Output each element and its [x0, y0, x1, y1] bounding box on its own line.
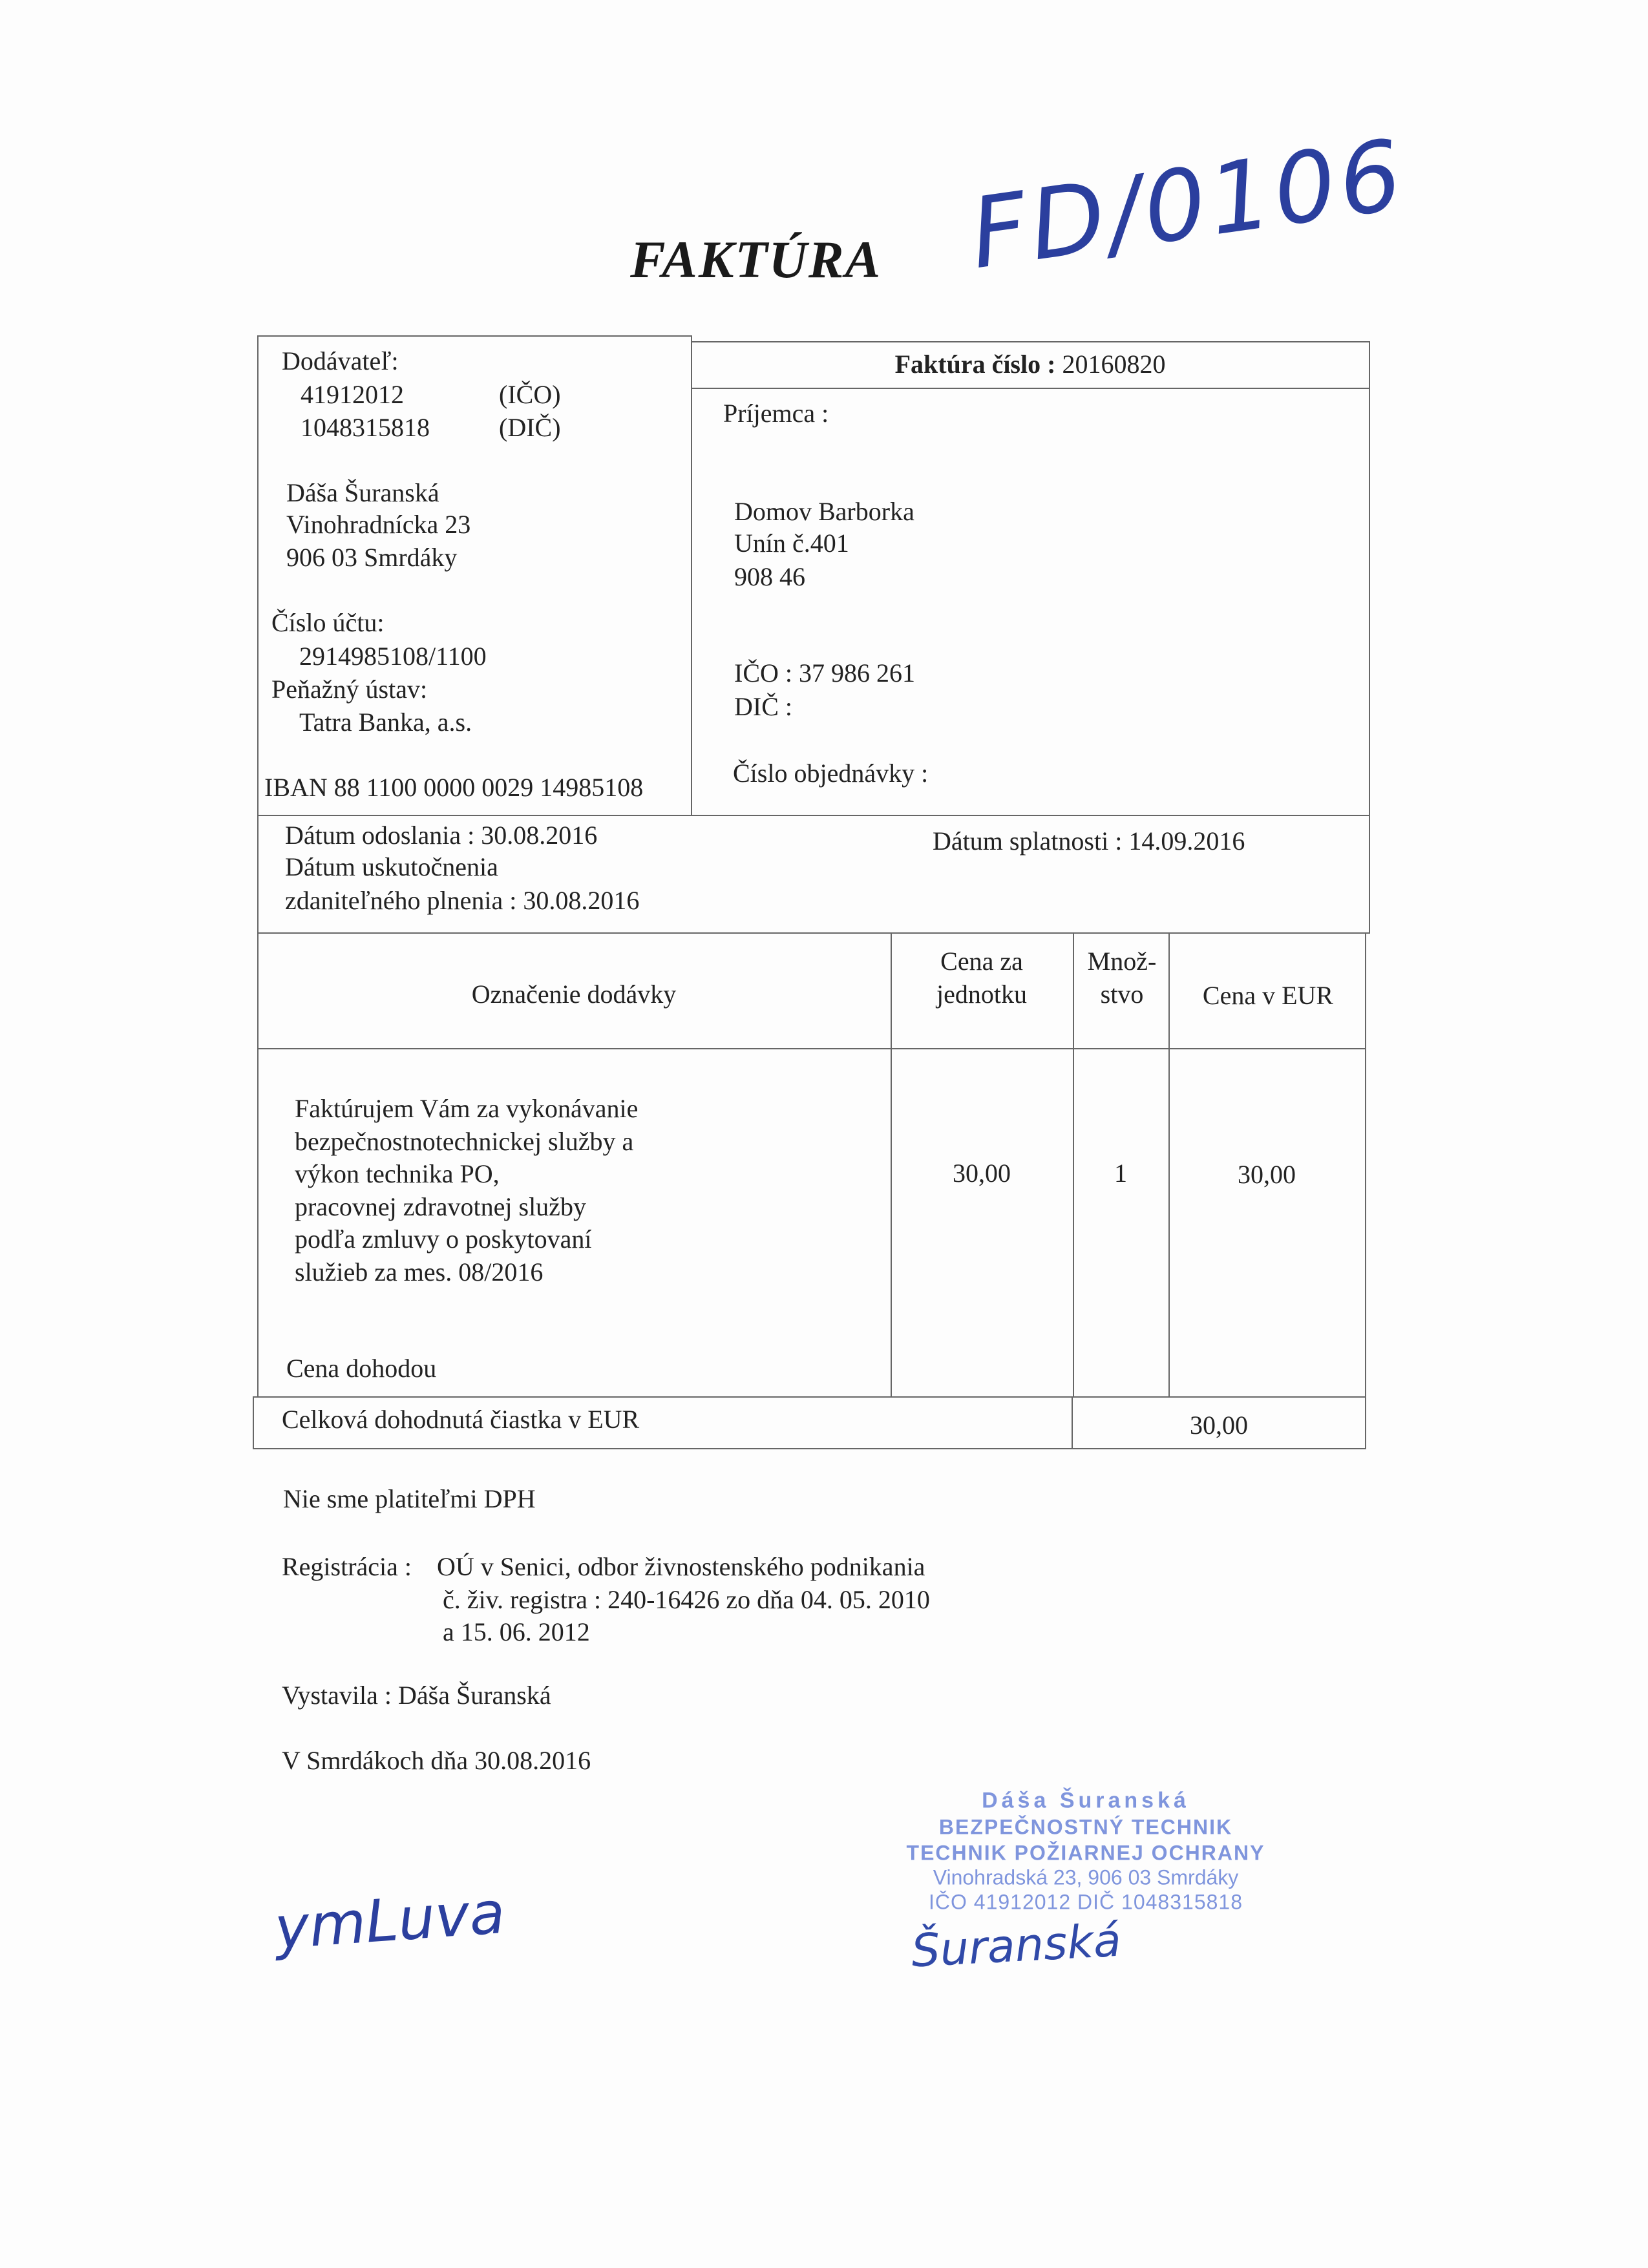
issued-by: Vystavila : Dáša Šuranská [282, 1681, 551, 1710]
item-quantity: 1 [1114, 1159, 1127, 1188]
item-description-line: služieb za mes. 08/2016 [295, 1257, 544, 1286]
item-description-line: pracovnej zdravotnej služby [295, 1192, 586, 1221]
header-description: Označenie dodávky [471, 980, 677, 1009]
divider [253, 1448, 1366, 1449]
document-title: FAKTÚRA [630, 230, 882, 289]
divider [257, 1048, 1366, 1049]
registration-line: a 15. 06. 2012 [443, 1617, 590, 1646]
supplier-dic-label: (DIČ) [499, 413, 561, 442]
invoice-number [895, 352, 1166, 377]
supplier-ico-label: (IČO) [499, 380, 561, 409]
item-description-line: bezpečnostnotechnickej služby a [295, 1127, 634, 1156]
price-note: Cena dohodou [286, 1354, 437, 1383]
sum-value: 30,00 [1190, 1411, 1248, 1440]
sum-label: Celková dohodnutá čiastka v EUR [282, 1405, 640, 1434]
supplier-name: Dáša Šuranská [286, 478, 439, 507]
recipient-label: Príjemca : [723, 399, 829, 428]
supplier-label: Dodávateľ: [282, 346, 399, 375]
handwritten-reference: FD/0106 [964, 118, 1412, 291]
date-sent: Dátum odoslania : 30.08.2016 [285, 821, 598, 850]
stamp-title: TECHNIK POŽIARNEJ OCHRANY [906, 1841, 1265, 1865]
order-number: Číslo objednávky : [733, 759, 929, 788]
divider [253, 1396, 1366, 1398]
divider [891, 932, 892, 1396]
header-quantity: stvo [1100, 980, 1144, 1009]
vat-note: Nie sme platiteľmi DPH [283, 1484, 536, 1513]
recipient-dic: DIČ : [734, 692, 792, 721]
divider [691, 335, 692, 815]
header-unit-price: Cena za [940, 947, 1023, 976]
supplier-city: 906 03 Smrdáky [286, 543, 458, 572]
supplier-street: Vinohradnícka 23 [286, 510, 471, 539]
divider [1365, 932, 1366, 1448]
header-total: Cena v EUR [1202, 981, 1334, 1010]
invoice-number-label: Faktúra číslo : [894, 350, 1056, 379]
item-description-line: podľa zmluvy o poskytovaní [295, 1224, 592, 1254]
date-taxable-label: Dátum uskutočnenia [285, 852, 498, 881]
item-description-line: Faktúrujem Vám za vykonávanie [295, 1094, 639, 1123]
handwritten-note: ymLuva [272, 1878, 507, 1963]
date-due: Dátum splatnosti : 14.09.2016 [933, 826, 1245, 856]
bank-label: Peňažný ústav: [271, 675, 428, 704]
recipient-ico: IČO : 37 986 261 [734, 658, 915, 688]
divider [691, 388, 1370, 389]
divider [257, 815, 1370, 816]
divider [1073, 932, 1074, 1396]
item-description-line: výkon technika PO, [295, 1159, 500, 1188]
stamp-title: BEZPEČNOSTNÝ TECHNIK [938, 1815, 1233, 1839]
header-quantity: Množ- [1087, 947, 1157, 976]
stamp-address: Vinohradská 23, 906 03 Smrdáky [933, 1865, 1239, 1889]
date-taxable: zdaniteľného plnenia : 30.08.2016 [285, 886, 640, 915]
divider [257, 335, 259, 817]
bank-name: Tatra Banka, a.s. [299, 708, 472, 737]
divider [257, 335, 692, 337]
registration-label: Registrácia : [282, 1552, 412, 1581]
header-unit-price: jednotku [936, 980, 1027, 1009]
recipient-name: Domov Barborka [734, 497, 914, 526]
recipient-zip: 908 46 [734, 562, 805, 591]
iban: IBAN 88 1100 0000 0029 14985108 [264, 773, 644, 802]
divider [1369, 341, 1370, 933]
supplier-dic: 1048315818 [301, 413, 430, 442]
divider [253, 1396, 254, 1448]
stamp-name: Dáša Šuranská [982, 1788, 1190, 1813]
divider [691, 341, 1370, 342]
registration-line: č. živ. registra : 240-16426 zo dňa 04. 05. 2010 [443, 1585, 930, 1614]
item-total: 30,00 [1238, 1160, 1296, 1189]
signature: Šuranská [910, 1913, 1123, 1978]
registration-line: OÚ v Senici, odbor živnostenského podnikania [437, 1552, 925, 1581]
divider [1168, 932, 1170, 1396]
divider [257, 932, 259, 1396]
account-label: Číslo účtu: [271, 608, 385, 637]
divider [1072, 1396, 1073, 1448]
invoice-number-value: 20160820 [1062, 350, 1166, 379]
stamp-ids: IČO 41912012 DIČ 1048315818 [928, 1890, 1243, 1914]
place-date: V Smrdákoch dňa 30.08.2016 [282, 1746, 591, 1775]
item-unit-price: 30,00 [953, 1159, 1011, 1188]
account-number: 2914985108/1100 [299, 642, 487, 671]
recipient-street: Unín č.401 [734, 529, 849, 558]
divider [257, 815, 259, 932]
supplier-ico: 41912012 [301, 380, 404, 409]
divider [257, 932, 1370, 934]
